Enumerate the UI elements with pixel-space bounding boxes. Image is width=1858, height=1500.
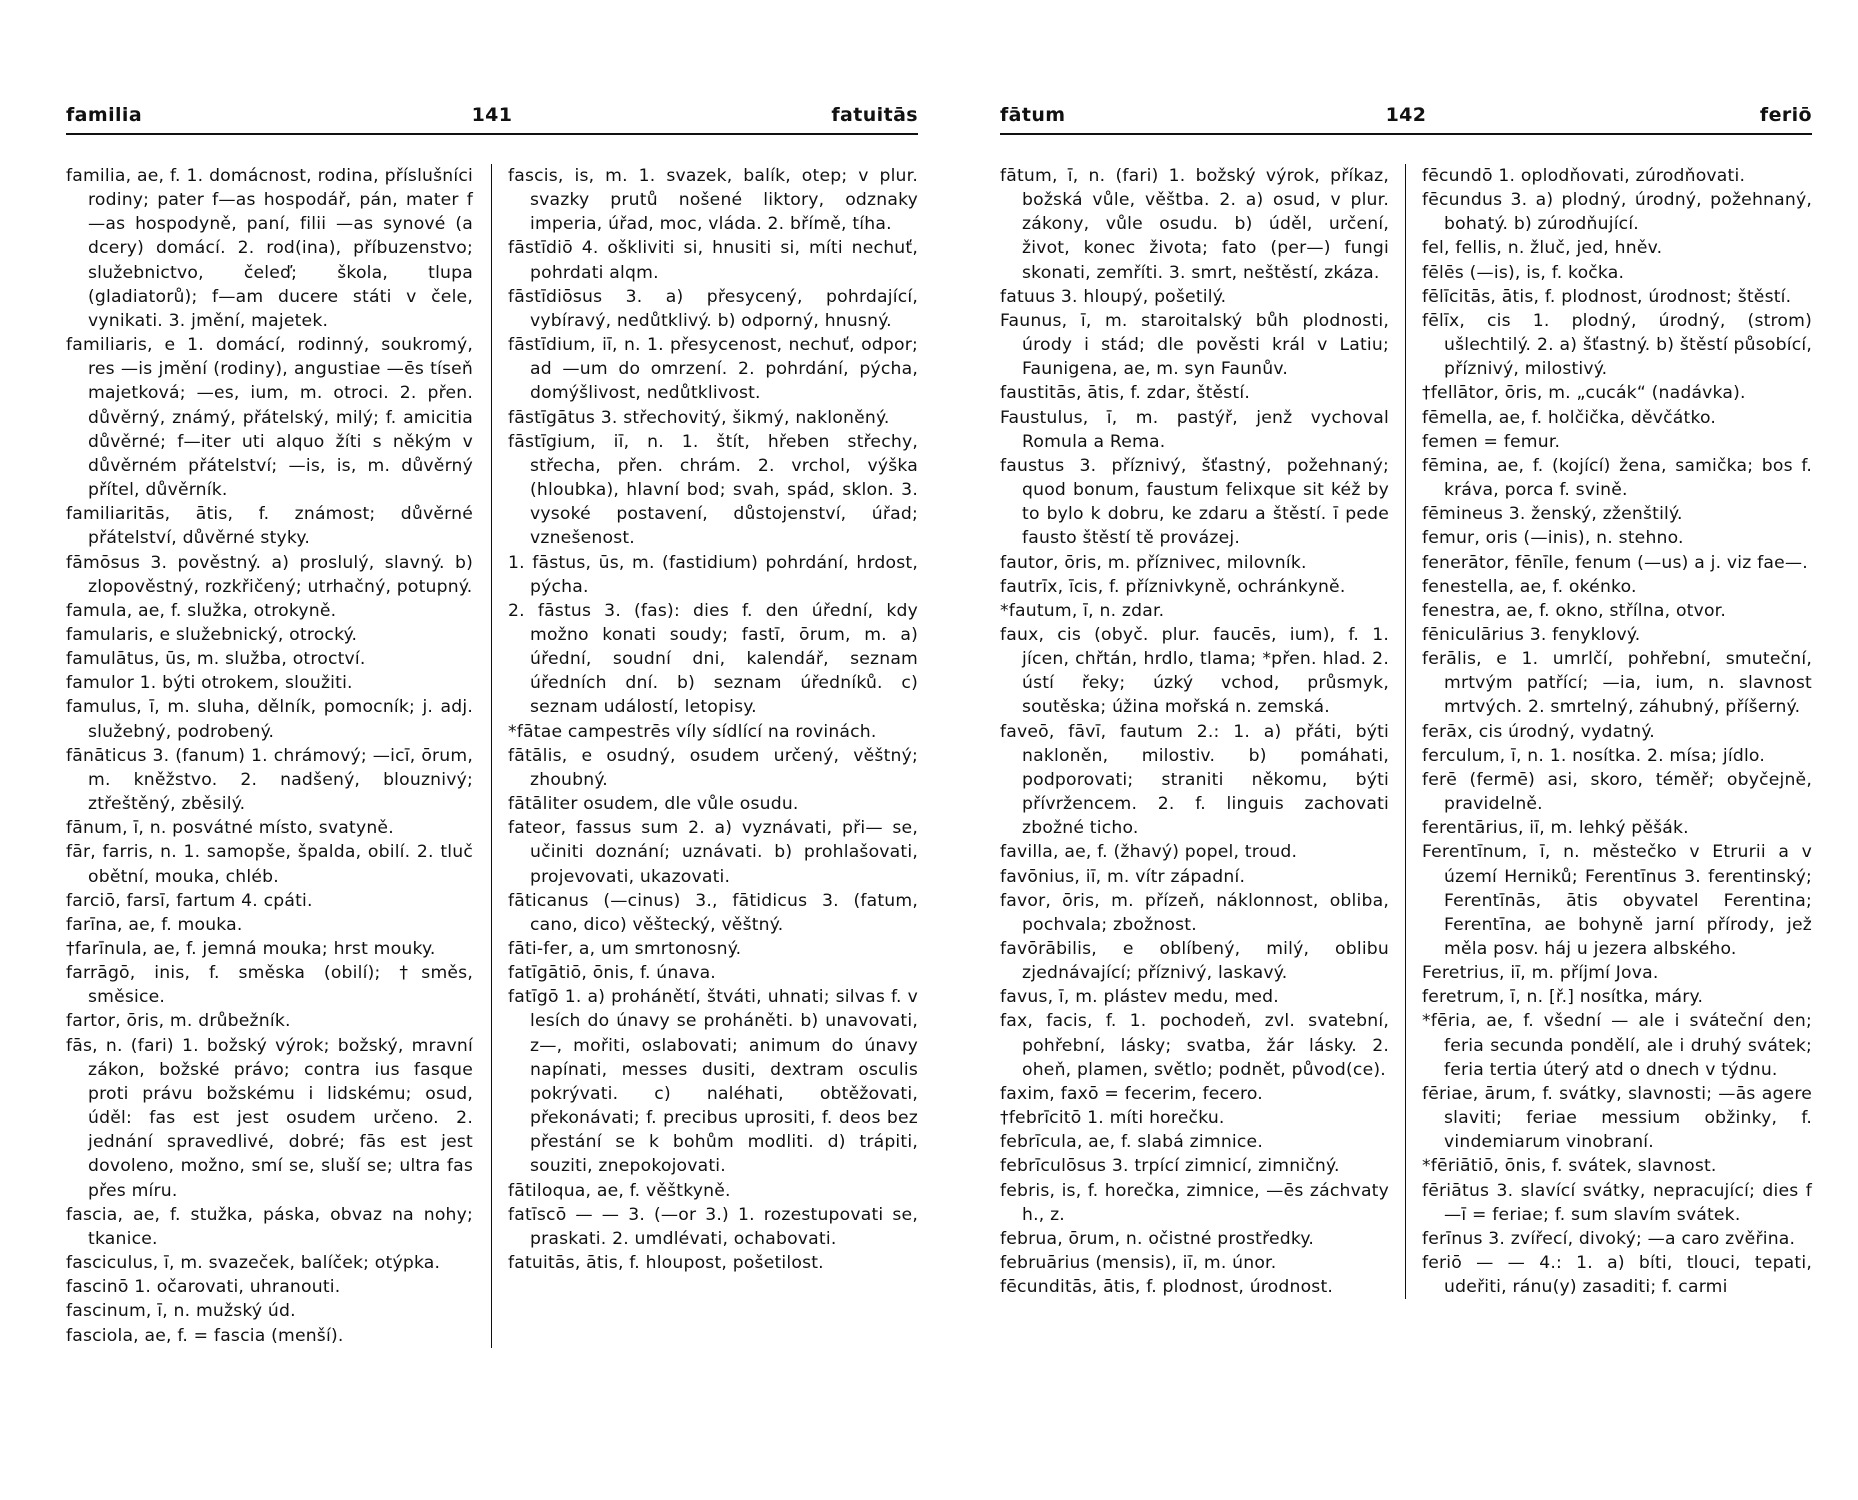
dictionary-entry: fēmella, ae, f. holčička, děvčátko. (1422, 407, 1717, 428)
dictionary-entry: 1. fāstus, ūs, m. (fastidium) pohrdání, hrdost, pýcha. (508, 552, 918, 597)
dictionary-entry: Faunus, ī, m. staroitalský bůh plodnosti, úrody i stád; dle pověsti král v Latiu; Faunigena, ae, m. syn Faunův. (1000, 310, 1389, 380)
dictionary-entry: favōnius, iī, m. vítr západní. (1000, 866, 1246, 887)
dictionary-entry: fās, n. (fari) 1. božský výrok; božský, mravní zákon, božské právo; contra ius fasque proti právu božskému i lidskému; osud, úděl: fas est jest osudem určeno. 2. jednání spravedlivé, dobré; fās est jest dovoleno, možno, smí se, sluší se; ultra fas přes míru. (66, 1035, 473, 1201)
dictionary-entry: februa, ōrum, n. očistné prostředky. (1000, 1228, 1314, 1249)
header-first-headword: fātum (1000, 104, 1066, 126)
dictionary-entry: †fellātor, ōris, m. „cucák“ (nadávka). (1422, 383, 1746, 404)
dictionary-entry: fautrīx, īcis, f. příznivkyně, ochránkyně. (1000, 576, 1346, 597)
dictionary-entry: fēcunditās, ātis, f. plodnost, úrodnost. (1000, 1277, 1334, 1298)
dictionary-entry: famulor 1. býti otrokem, sloužiti. (66, 673, 353, 694)
dictionary-entry: fenestella, ae, f. okénko. (1422, 576, 1637, 597)
dictionary-entry: famulus, ī, m. sluha, dělník, pomocník; j. adj. služebný, podrobený. (66, 697, 473, 742)
dictionary-entry: fār, farris, n. 1. samopše, špalda, obilí. 2. tluč obětní, mouka, chléb. (66, 842, 473, 887)
dictionary-entry: fēcundō 1. oplodňovati, zúrodňovati. (1422, 166, 1746, 186)
page-columns (66, 164, 918, 1348)
dictionary-entry: †farīnula, ae, f. jemná mouka; hrst mouky. (66, 939, 436, 959)
dictionary-entry: fāstīdium, iī, n. 1. přesycenost, nechuť, odpor; ad —um do omrzení. 2. pohrdání, pýcha, domýšlivost, nedůtklivost. (508, 335, 918, 404)
dictionary-entry: fāticanus (—cinus) 3., fātidicus 3. (fatum, cano, dico) věštecký, věštný. (508, 890, 918, 935)
dictionary-entry: faxim, faxō = fecerim, fecero. (1000, 1083, 1263, 1104)
dictionary-entry: fēmineus 3. ženský, zženštilý. (1422, 504, 1683, 525)
dictionary-entry: ferentārius, iī, m. lehký pěšák. (1422, 818, 1689, 839)
dictionary-entry: fātum, ī, n. (fari) 1. božský výrok, příkaz, božská vůle, věštba. 2. a) osud, v plur. zákony, vůle osudu. b) úděl, určení, život, konec života; fato (per—) fungi skonati, zemříti. 3. smrt, neštěstí, zkáza. (1000, 166, 1389, 283)
header-first-headword: familia (66, 104, 143, 126)
page-columns (1000, 164, 1812, 1299)
header-rule (66, 133, 918, 135)
dictionary-entry: fānāticus 3. (fanum) 1. chrámový; —icī, ōrum, m. kněžstvo. 2. nadšený, blouznivý; ztřeštěný, zběsilý. (66, 745, 473, 815)
dictionary-entry: februārius (mensis), iī, m. únor. (1000, 1253, 1277, 1274)
dictionary-entry: fel, fellis, n. žluč, jed, hněv. (1422, 238, 1663, 259)
dictionary-entry: fatīscō — — 3. (—or 3.) 1. rozestupovati se, praskati. 2. umdlévati, ochabovati. (508, 1204, 918, 1249)
dictionary-entry: faveō, fāvī, fautum 2.: 1. a) přáti, býti nakloněn, milostiv. b) pomáhati, podporovati; straniti někomu, býti přívržencem. 2. f. linguis zachovati zbožné ticho. (1000, 721, 1389, 839)
header-last-headword: feriō (1759, 104, 1812, 126)
dictionary-entry: fāstīgātus 3. střechovitý, šikmý, nakloněný. (508, 407, 890, 428)
dictionary-entry: feriō — — 4.: 1. a) bíti, tlouci, tepati, udeřiti, ránu(y) zasaditi; f. carmi (1422, 1253, 1812, 1298)
dictionary-entry: fascia, ae, f. stužka, páska, obvaz na nohy; tkanice. (66, 1204, 473, 1249)
dictionary-entry: favus, ī, m. plástev medu, med. (1000, 987, 1279, 1008)
dictionary-entry: fātāliter osudem, dle vůle osudu. (508, 794, 799, 815)
header-rule (1000, 133, 1812, 135)
dictionary-entry: fāmōsus 3. pověstný. a) proslulý, slavný. b) zlopověstný, rozkřičený; utrhačný, potupný. (66, 552, 473, 597)
dictionary-entry: febris, is, f. horečka, zimnice, —ēs záchvaty h., z. (1000, 1180, 1389, 1225)
dictionary-entry: fascinum, ī, n. mužský úd. (66, 1301, 296, 1322)
dictionary-entry: favōrābilis, e oblíbený, milý, oblibu zjednávající; příznivý, laskavý. (1000, 939, 1389, 984)
dictionary-entry: fenestra, ae, f. okno, střílna, otvor. (1422, 600, 1727, 621)
dictionary-entry: femur, oris (—inis), n. stehno. (1422, 528, 1684, 549)
dictionary-entry: favilla, ae, f. (žhavý) popel, troud. (1000, 842, 1298, 863)
dictionary-entry: febrīculōsus 3. trpící zimnicí, zimničný. (1000, 1156, 1340, 1177)
page-number: 142 (1385, 104, 1427, 126)
dictionary-entry: farīna, ae, f. mouka. (66, 914, 243, 935)
column-right (1406, 164, 1812, 1299)
dictionary-entry: fēriae, ārum, f. svátky, slavnosti; —ās agere slaviti; feriae messium obžinky, f. vindemiarum vinobraní. (1422, 1083, 1812, 1153)
dictionary-entry: familia, ae, f. 1. domácnost, rodina, příslušníci rodiny; pater f—as hospodář, pán, mater f—as hospodyně, paní, filii —as synové (a dcery) domácí. 2. rod(ina), příbuzenstvo; služebnictvo, čeleď; škola, tlupa (gladiatorů); f—am ducere státi v čele, vynikati. 3. jmění, majetek. (66, 166, 473, 331)
dictionary-entry: feretrum, ī, n. [ř.] nosítka, máry. (1422, 987, 1704, 1008)
page-number: 141 (471, 104, 513, 126)
dictionary-entry: fānum, ī, n. posvátné místo, svatyně. (66, 818, 394, 839)
dictionary-entry: fēlēs (—is), is, f. kočka. (1422, 262, 1625, 283)
dictionary-entry: fāti-fer, a, um smrtonosný. (508, 939, 742, 959)
dictionary-entry: fēlīx, cis 1. plodný, úrodný, (strom) ušlechtilý. 2. a) šťastný. b) štěstí působící, příznivý, milostivý. (1422, 310, 1812, 380)
dictionary-entry: ferīnus 3. zvířecí, divoký; —a caro zvěřina. (1422, 1228, 1796, 1249)
dictionary-entry: femen = femur. (1422, 431, 1561, 452)
dictionary-entry: faustitās, ātis, f. zdar, štěstí. (1000, 383, 1251, 404)
dictionary-entry: fatuus 3. hloupý, pošetilý. (1000, 286, 1227, 307)
dictionary-entry: fenerātor, fēnīle, fenum (—us) a j. viz fae—. (1422, 552, 1808, 573)
left-page (66, 104, 918, 1346)
dictionary-entry: fāstīgium, iī, n. 1. štít, hřeben střechy, střecha, přen. chrám. 2. vrchol, výška (hloubka), hlavní bod; svah, spád, sklon. 3. vysoké postavení, důstojenství, úřad; vznešenost. (508, 431, 918, 549)
dictionary-entry: ferālis, e 1. umrlčí, pohřební, smuteční, mrtvým patřící; —ia, ium, n. slavnost mrtvých. 2. smrtelný, záhubný, příšerný. (1422, 649, 1812, 718)
dictionary-entry: fateor, fassus sum 2. a) vyznávati, při— se, učiniti doznání; uznávati. b) prohlašovati, projevovati, ukazovati. (508, 818, 918, 887)
dictionary-entry: fāstīdiōsus 3. a) přesycený, pohrdající, vybíravý, nedůtklivý. b) odporný, hnusný. (508, 286, 918, 331)
dictionary-entry: fatīgātiō, ōnis, f. únava. (508, 963, 716, 984)
dictionary-entry: familiaritās, ātis, f. známost; důvěrné přátelství, důvěrné styky. (66, 504, 473, 549)
header-last-headword: fatuitās (831, 104, 918, 126)
dictionary-entry: famulātus, ūs, m. služba, otroctví. (66, 649, 366, 670)
dictionary-entry: fēriātus 3. slavící svátky, nepracující; dies f—ī = feriae; f. sum slavím svátek. (1422, 1180, 1812, 1225)
dictionary-entry: fartor, ōris, m. drůbežník. (66, 1011, 291, 1032)
dictionary-entry: famula, ae, f. služka, otrokyně. (66, 600, 337, 621)
dictionary-entry: 2. fāstus 3. (fas): dies f. den úřední, kdy možno konati soudy; fastī, ōrum, m. a) úřední, soudní dni, kalendář, seznam úředních dní. b) seznam úředníků. c) seznam událostí, letopisy. (508, 600, 918, 718)
page-header (66, 104, 918, 134)
dictionary-entry: fēlīcitās, ātis, f. plodnost, úrodnost; štěstí. (1422, 286, 1792, 307)
dictionary-entry: *fātae campestrēs víly sídlící na rovinách. (508, 721, 877, 742)
dictionary-entry: Faustulus, ī, m. pastýř, jenž vychoval Romula a Rema. (1000, 407, 1389, 452)
dictionary-entry: ferāx, cis úrodný, vydatný. (1422, 721, 1655, 742)
dictionary-entry: farrāgō, inis, f. směska (obilí); †směs, směsice. (66, 963, 473, 1008)
dictionary-entry: *fēriātiō, ōnis, f. svátek, slavnost. (1422, 1156, 1717, 1177)
dictionary-entry: ferē (fermē) asi, skoro, téměř; obyčejně, pravidelně. (1422, 769, 1812, 815)
page-header (1000, 104, 1812, 134)
dictionary-entry: Ferentīnum, ī, n. městečko v Etrurii a v území Herniků; Ferentīnus 3. ferentinský; Ferentīnās, ātis obyvatel Ferentina; Ferentīna, ae bohyně jarní přírody, jež měla posv. háj u jezera albského. (1422, 842, 1812, 959)
column-right (492, 164, 918, 1348)
dictionary-entry: familiaris, e 1. domácí, rodinný, soukromý, res —is jmění (rodiny), angustiae —ēs tíseň majetková; —es, ium, m. otroci. 2. přen. důvěrný, známý, přátelský, milý; f. amicitia důvěrné; f—iter uti alquo žíti s někým v důvěrném přátelství; —is, is, m. důvěrný přítel, důvěrník. (66, 335, 473, 501)
dictionary-entry: fatīgō 1. a) prohánětí, štváti, uhnati; silvas f. v lesích do únavy se proháněti. b) unavovati, z—, mořiti, oslabovati; animum do únavy napínati, messes dusiti, dextram osculis pokrývati. c) naléhati, obtěžovati, překonávati; f. precibus uprositi, f. deos bez přestání se k bohům modliti. d) trápiti, souziti, znepokojovati. (508, 987, 918, 1177)
dictionary-entry: fēcundus 3. a) plodný, úrodný, požehnaný, bohatý. b) zúrodňující. (1422, 190, 1812, 235)
dictionary-entry: febrīcula, ae, f. slabá zimnice. (1000, 1132, 1263, 1153)
dictionary-entry: famularis, e služebnický, otrocký. (66, 624, 358, 645)
dictionary-entry: fātālis, e osudný, osudem určený, věštný; zhoubný. (508, 745, 918, 790)
dictionary-entry: fēniculārius 3. fenyklový. (1422, 624, 1641, 645)
dictionary-entry: favor, ōris, m. přízeň, náklonnost, obliba, pochvala; zbožnost. (1000, 890, 1389, 935)
dictionary-entry: Feretrius, iī, m. příjmí Jova. (1422, 963, 1659, 984)
dictionary-entry: fasciola, ae, f. = fascia (menší). (66, 1325, 344, 1346)
column-left (1000, 164, 1406, 1299)
dictionary-entry: fātiloqua, ae, f. věštkyně. (508, 1180, 731, 1201)
dictionary-entry: fēmina, ae, f. (kojící) žena, samička; bos f. kráva, porca f. svině. (1422, 455, 1812, 501)
column-left (66, 164, 492, 1348)
dictionary-entry: *fēria, ae, f. všední — ale i sváteční den; feria secunda pondělí, ale i druhý svátek; feria tertia úterý atd o dnech v týdnu. (1422, 1011, 1812, 1080)
dictionary-entry: faux, cis (obyč. plur. faucēs, ium), f. 1. jícen, chřtán, hrdlo, tlama; *přen. hlad. 2. ústí řeky; úzký vchod, průsmyk, soutěska; úžina mořská n. zemská. (1000, 624, 1389, 718)
right-page (1000, 104, 1812, 1298)
dictionary-entry: fatuitās, ātis, f. hloupost, pošetilost. (508, 1253, 824, 1274)
dictionary-entry: farciō, farsī, fartum 4. cpáti. (66, 890, 313, 911)
dictionary-entry: †febrīcitō 1. míti horečku. (1000, 1108, 1225, 1129)
dictionary-entry: faustus 3. příznivý, šťastný, požehnaný; quod bonum, faustum felixque sit kéž by to bylo k dobru, ke zdaru a štěstí. ī pede fausto štěstí tě provázej. (1000, 455, 1389, 549)
dictionary-entry: fasciculus, ī, m. svazeček, balíček; otýpka. (66, 1253, 441, 1274)
dictionary-entry: fascinō 1. očarovati, uhranouti. (66, 1277, 341, 1298)
dictionary-entry: fascis, is, m. 1. svazek, balík, otep; v plur. svazky prutů nošené liktory, odznaky imperia, úřad, moc, vláda. 2. břímě, tíha. (508, 166, 918, 235)
dictionary-entry: *fautum, ī, n. zdar. (1000, 600, 1165, 621)
dictionary-entry: fautor, ōris, m. příznivec, milovník. (1000, 552, 1307, 573)
dictionary-entry: fax, facis, f. 1. pochodeň, zvl. svatební, pohřební, lásky; svatba, žár lásky. 2. oheň, plamen, světlo; podnět, původ(ce). (1000, 1011, 1389, 1080)
dictionary-entry: fāstīdiō 4. oškliviti si, hnusiti si, míti nechuť, pohrdati alqm. (508, 238, 918, 283)
dictionary-entry: ferculum, ī, n. 1. nosítka. 2. mísa; jídlo. (1422, 745, 1766, 766)
